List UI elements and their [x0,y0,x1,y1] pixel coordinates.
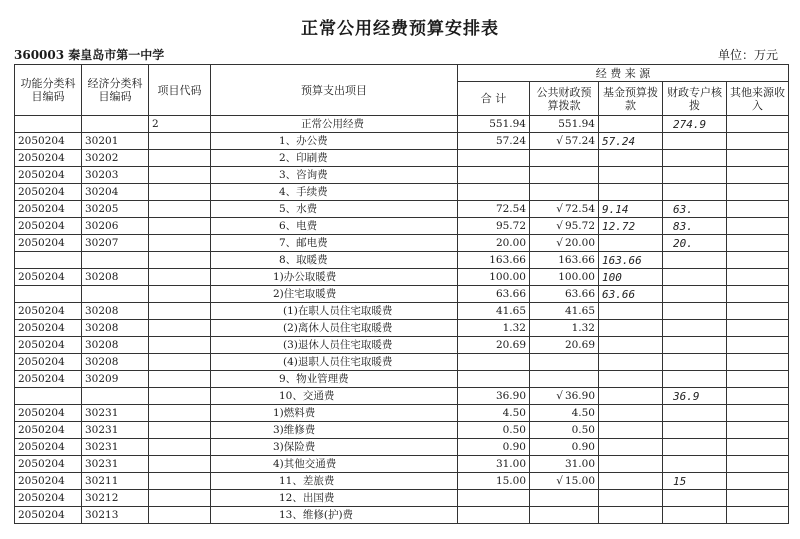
table-row [15,422,789,439]
special-handwritten-cell [663,422,727,439]
total-cell: 0.90 [458,439,530,456]
public-fin-value: 15.00 [564,474,595,487]
project-code-cell [149,439,211,456]
other-cell [727,371,789,388]
fund-handwritten-cell [599,116,663,133]
public-fin-cell [530,507,599,524]
project-code-cell [149,269,211,286]
public-fin-cell [530,456,599,473]
public-fin-value: 1.32 [571,321,595,334]
public-fin-value: 31.00 [564,457,595,470]
header-other: 其他来源收入 [727,82,789,116]
public-fin-value: 163.66 [558,253,595,266]
public-fin-cell [530,371,599,388]
special-handwritten-cell [663,337,727,354]
fund-handwritten-cell [599,422,663,439]
public-fin-cell [530,184,599,201]
econ-code-cell: 30213 [82,507,149,524]
public-fin-cell [530,218,599,235]
fund-handwritten-cell [599,354,663,371]
table-row [15,320,789,337]
other-cell [727,201,789,218]
special-handwritten-cell [663,150,727,167]
fund-handwritten-cell: 57.24 [599,133,663,150]
project-code-cell [149,252,211,269]
public-fin-cell [530,388,599,405]
func-code-cell: 2050204 [15,235,82,252]
total-cell: 15.00 [458,473,530,490]
public-fin-cell [530,439,599,456]
econ-code-cell: 30231 [82,439,149,456]
public-fin-value: 72.54 [564,202,595,215]
econ-code-cell: 30208 [82,303,149,320]
econ-code-cell: 30231 [82,405,149,422]
public-fin-value: 20.69 [564,338,595,351]
special-handwritten-cell [663,439,727,456]
item-name-cell: 5、水费 [211,201,458,218]
header-func-code: 功能分类科目编码 [15,65,82,116]
func-code-cell: 2050204 [15,269,82,286]
total-cell: 100.00 [458,269,530,286]
func-code-cell: 2050204 [15,490,82,507]
fund-handwritten-cell [599,235,663,252]
func-code-cell: 2050204 [15,201,82,218]
project-code-cell [149,473,211,490]
item-name-cell: 2、印刷费 [211,150,458,167]
fund-handwritten-cell [599,473,663,490]
table-row [15,456,789,473]
total-cell: 4.50 [458,405,530,422]
econ-code-cell: 30231 [82,422,149,439]
table-row [15,405,789,422]
project-code-cell [149,320,211,337]
special-handwritten-cell [663,184,727,201]
public-fin-value: 551.94 [558,117,595,130]
page-title: 正常公用经费预算安排表 [301,19,499,39]
header-fund: 基金预算拨款 [599,82,663,116]
special-handwritten-cell [663,320,727,337]
func-code-cell: 2050204 [15,456,82,473]
budget-table [14,64,789,524]
special-handwritten-cell [663,269,727,286]
func-code-cell [15,388,82,405]
econ-code-cell [82,388,149,405]
func-code-cell [15,116,82,133]
project-code-cell [149,184,211,201]
check-mark: √ [556,134,563,147]
table-row [15,286,789,303]
special-handwritten-cell: 20. [663,235,727,252]
public-fin-cell [530,405,599,422]
fund-handwritten-cell [599,371,663,388]
fund-handwritten-cell [599,150,663,167]
func-code-cell: 2050204 [15,405,82,422]
total-cell: 95.72 [458,218,530,235]
public-fin-cell [530,490,599,507]
item-name-cell: 12、出国费 [211,490,458,507]
item-name-cell: (2)离休人员住宅取暖费 [211,320,458,337]
unit-label: 单位：万元 [717,48,778,62]
public-fin-value: 63.66 [564,287,595,300]
total-cell: 1.32 [458,320,530,337]
econ-code-cell: 30208 [82,269,149,286]
project-code-cell [149,167,211,184]
header-item: 预算支出项目 [211,65,458,116]
other-cell [727,150,789,167]
func-code-cell: 2050204 [15,150,82,167]
total-cell [458,167,530,184]
table-row [15,337,789,354]
item-name-cell: 3、咨询费 [211,167,458,184]
func-code-cell: 2050204 [15,507,82,524]
public-fin-cell [530,286,599,303]
project-code-cell [149,405,211,422]
other-cell [727,354,789,371]
func-code-cell [15,252,82,269]
econ-code-cell: 30208 [82,337,149,354]
other-cell [727,303,789,320]
func-code-cell: 2050204 [15,303,82,320]
item-name-cell: 3)维修费 [211,422,458,439]
table-row [15,116,789,133]
fund-handwritten-cell: 9.14 [599,201,663,218]
check-mark: √ [556,236,563,249]
table-row [15,252,789,269]
project-code-cell [149,354,211,371]
func-code-cell: 2050204 [15,184,82,201]
econ-code-cell: 30208 [82,320,149,337]
other-cell [727,252,789,269]
total-cell [458,354,530,371]
total-cell: 57.24 [458,133,530,150]
fund-handwritten-cell [599,439,663,456]
total-cell [458,371,530,388]
other-cell [727,133,789,150]
fund-handwritten-cell: 63.66 [599,286,663,303]
fund-handwritten-cell [599,456,663,473]
table-body [15,116,789,524]
project-code-cell [149,286,211,303]
other-cell [727,320,789,337]
func-code-cell: 2050204 [15,218,82,235]
special-handwritten-cell [663,371,727,388]
other-cell [727,116,789,133]
func-code-cell: 2050204 [15,167,82,184]
func-code-cell: 2050204 [15,371,82,388]
table-row [15,269,789,286]
project-code-cell [149,371,211,388]
econ-code-cell [82,252,149,269]
table-row [15,133,789,150]
other-cell [727,286,789,303]
header-special: 财政专户核拨 [663,82,727,116]
header-source: 经 费 来 源 [458,65,789,82]
special-handwritten-cell [663,354,727,371]
fund-handwritten-cell [599,405,663,422]
fund-handwritten-cell: 12.72 [599,218,663,235]
public-fin-value: 4.50 [571,406,595,419]
project-code-cell [149,303,211,320]
project-code-cell [149,218,211,235]
public-fin-value: 0.90 [571,440,595,453]
public-fin-cell [530,337,599,354]
project-code-cell [149,507,211,524]
fund-handwritten-cell [599,320,663,337]
project-code-cell [149,456,211,473]
fund-handwritten-cell [599,167,663,184]
item-name-cell: 3)保险费 [211,439,458,456]
header-econ-code: 经济分类科目编码 [82,65,149,116]
header-public-fin: 公共财政预算拨款 [530,82,599,116]
table-row [15,218,789,235]
special-handwritten-cell [663,167,727,184]
other-cell [727,422,789,439]
total-cell [458,490,530,507]
econ-code-cell: 30201 [82,133,149,150]
item-name-cell: 9、物业管理费 [211,371,458,388]
other-cell [727,473,789,490]
table-row [15,303,789,320]
project-code-cell [149,337,211,354]
fund-handwritten-cell [599,507,663,524]
table-row [15,439,789,456]
other-cell [727,507,789,524]
project-code-cell [149,133,211,150]
other-cell [727,337,789,354]
public-fin-value: 95.72 [564,219,595,232]
special-handwritten-cell: 274.9 [663,116,727,133]
special-handwritten-cell [663,490,727,507]
public-fin-cell [530,252,599,269]
item-name-cell: 2)住宅取暖费 [211,286,458,303]
item-name-cell: 13、维修(护)费 [211,507,458,524]
table-row [15,167,789,184]
item-name-cell: 4、手续费 [211,184,458,201]
public-fin-cell [530,201,599,218]
total-cell: 41.65 [458,303,530,320]
organization-label: 360003 秦皇岛市第一中学 [14,48,165,62]
special-handwritten-cell: 15 [663,473,727,490]
func-code-cell: 2050204 [15,133,82,150]
total-cell: 551.94 [458,116,530,133]
func-code-cell: 2050204 [15,439,82,456]
table-row [15,150,789,167]
econ-code-cell: 30212 [82,490,149,507]
public-fin-value: 20.00 [564,236,595,249]
total-cell: 63.66 [458,286,530,303]
special-handwritten-cell [663,252,727,269]
econ-code-cell: 30203 [82,167,149,184]
total-cell: 20.69 [458,337,530,354]
public-fin-value: 100.00 [558,270,595,283]
func-code-cell [15,286,82,303]
item-name-cell: (3)退休人员住宅取暖费 [211,337,458,354]
special-handwritten-cell: 83. [663,218,727,235]
special-handwritten-cell [663,405,727,422]
other-cell [727,235,789,252]
table-row [15,490,789,507]
func-code-cell: 2050204 [15,422,82,439]
public-fin-cell [530,133,599,150]
public-fin-value: 0.50 [571,423,595,436]
fund-handwritten-cell [599,337,663,354]
other-cell [727,269,789,286]
econ-code-cell [82,286,149,303]
project-code-cell [149,422,211,439]
project-code-cell [149,150,211,167]
item-name-cell: 6、电费 [211,218,458,235]
check-mark: √ [556,202,563,215]
fund-handwritten-cell [599,388,663,405]
item-name-cell: 1、办公费 [211,133,458,150]
public-fin-cell [530,473,599,490]
special-handwritten-cell [663,133,727,150]
public-fin-cell [530,303,599,320]
econ-code-cell: 30208 [82,354,149,371]
econ-code-cell: 30209 [82,371,149,388]
public-fin-cell [530,422,599,439]
table-row [15,235,789,252]
econ-code-cell: 30206 [82,218,149,235]
item-name-cell: 1)燃料费 [211,405,458,422]
table-row [15,371,789,388]
project-code-cell [149,235,211,252]
fund-handwritten-cell [599,303,663,320]
public-fin-cell [530,116,599,133]
special-handwritten-cell [663,286,727,303]
special-handwritten-cell [663,456,727,473]
check-mark: √ [556,219,563,232]
header-project-code: 项目代码 [149,65,211,116]
total-cell: 0.50 [458,422,530,439]
project-code-cell [149,201,211,218]
table-row [15,507,789,524]
total-cell: 31.00 [458,456,530,473]
econ-code-cell: 30207 [82,235,149,252]
fund-handwritten-cell [599,184,663,201]
other-cell [727,167,789,184]
other-cell [727,218,789,235]
econ-code-cell: 30204 [82,184,149,201]
project-code-cell [149,490,211,507]
table-row [15,184,789,201]
special-handwritten-cell [663,303,727,320]
special-handwritten-cell: 36.9 [663,388,727,405]
func-code-cell: 2050204 [15,320,82,337]
func-code-cell: 2050204 [15,337,82,354]
total-cell: 163.66 [458,252,530,269]
item-name-cell: 4)其他交通费 [211,456,458,473]
other-cell [727,184,789,201]
table-row [15,201,789,218]
public-fin-cell [530,269,599,286]
header-total: 合 计 [458,82,530,116]
table-row [15,473,789,490]
item-name-cell: 正常公用经费 [211,116,458,133]
public-fin-cell [530,150,599,167]
item-name-cell: (1)在职人员住宅取暖费 [211,303,458,320]
check-mark: √ [556,389,563,402]
project-code-cell [149,388,211,405]
special-handwritten-cell: 63. [663,201,727,218]
special-handwritten-cell [663,507,727,524]
public-fin-value: 57.24 [564,134,595,147]
item-name-cell: 8、取暖费 [211,252,458,269]
econ-code-cell [82,116,149,133]
public-fin-cell [530,235,599,252]
total-cell: 20.00 [458,235,530,252]
fund-handwritten-cell: 163.66 [599,252,663,269]
total-cell: 36.90 [458,388,530,405]
item-name-cell: 10、交通费 [211,388,458,405]
item-name-cell: 7、邮电费 [211,235,458,252]
check-mark: √ [556,474,563,487]
econ-code-cell: 30205 [82,201,149,218]
public-fin-cell [530,354,599,371]
fund-handwritten-cell: 100 [599,269,663,286]
func-code-cell: 2050204 [15,473,82,490]
project-code-cell: 2 [149,116,211,133]
public-fin-value: 36.90 [564,389,595,402]
item-name-cell: (4)退职人员住宅取暖费 [211,354,458,371]
fund-handwritten-cell [599,490,663,507]
other-cell [727,490,789,507]
table-row [15,354,789,371]
econ-code-cell: 30202 [82,150,149,167]
total-cell [458,184,530,201]
econ-code-cell: 30211 [82,473,149,490]
econ-code-cell: 30231 [82,456,149,473]
other-cell [727,405,789,422]
func-code-cell: 2050204 [15,354,82,371]
total-cell [458,507,530,524]
other-cell [727,439,789,456]
table-row [15,388,789,405]
item-name-cell: 1)办公取暖费 [211,269,458,286]
public-fin-cell [530,320,599,337]
item-name-cell: 11、差旅费 [211,473,458,490]
total-cell [458,150,530,167]
public-fin-cell [530,167,599,184]
other-cell [727,456,789,473]
other-cell [727,388,789,405]
public-fin-value: 41.65 [564,304,595,317]
total-cell: 72.54 [458,201,530,218]
